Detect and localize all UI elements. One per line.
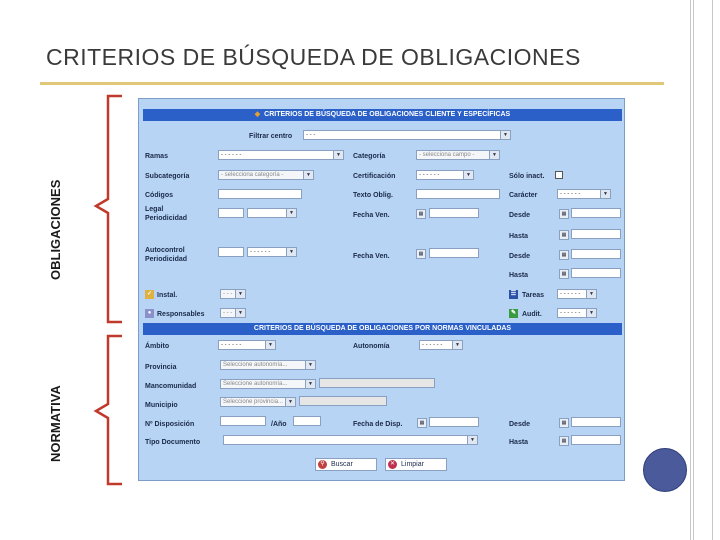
frame-line-left-outer: [690, 0, 691, 540]
audit-icon: ✎: [510, 310, 517, 316]
no-disposicion-label: Nº Disposición: [145, 421, 195, 428]
chevron-down-icon: ▼: [286, 209, 296, 217]
buscar-button-label: Buscar: [331, 461, 353, 468]
caracter-label: Carácter: [509, 192, 538, 199]
ramas-select[interactable]: [218, 150, 344, 160]
chevron-down-icon: ▼: [303, 171, 313, 179]
instal-label: Instal.: [157, 292, 178, 299]
calendar-icon[interactable]: ▦: [559, 269, 569, 279]
decorative-circle: [643, 448, 687, 492]
legal-periodicidad-label: Periodicidad: [145, 215, 188, 222]
calendar-icon[interactable]: ▦: [559, 418, 569, 428]
tareas-label: Tareas: [522, 292, 545, 299]
legal-label: Legal: [145, 206, 164, 213]
mancomunidad-label: Mancomunidad: [145, 383, 197, 390]
texto-oblig-label: Texto Oblig.: [353, 192, 393, 199]
hasta-1-label: Hasta: [509, 233, 529, 240]
hasta-3-label: Hasta: [509, 439, 529, 446]
tareas-value: - - - - - -: [560, 291, 581, 297]
frame-line-right: [712, 0, 713, 540]
codigos-input[interactable]: [218, 189, 302, 199]
buscar-button[interactable]: [315, 458, 377, 471]
fecha-ven-2-input[interactable]: [429, 248, 479, 258]
tipo-documento-label: Tipo Documento: [145, 439, 201, 446]
autocontrol-periodicidad-select[interactable]: [247, 247, 297, 257]
responsables-label: Responsables: [157, 311, 205, 318]
municipio-value: Seleccione provincia...: [223, 399, 284, 405]
frame-line-left-inner: [693, 0, 694, 540]
legal-periodicidad-select[interactable]: [247, 208, 297, 218]
responsables-icon: ●: [145, 309, 154, 318]
chevron-down-icon: ▼: [586, 290, 596, 298]
chevron-down-icon: ▼: [489, 151, 499, 159]
autocontrol-periodicidad-label: Periodicidad: [145, 256, 188, 263]
fecha-ven-label: Fecha Ven.: [353, 212, 390, 219]
desde-2-input[interactable]: [571, 249, 621, 259]
hasta-1-input[interactable]: [571, 229, 621, 239]
tareas-icon: ☰: [510, 291, 517, 297]
desde-1-input[interactable]: [571, 208, 621, 218]
search-criteria-icon: ◆: [254, 111, 261, 118]
ano-label: /Año: [271, 421, 287, 428]
chevron-down-icon: ▼: [286, 248, 296, 256]
instal-select[interactable]: [220, 289, 246, 299]
chevron-down-icon: ▼: [586, 309, 596, 317]
hasta-2-input[interactable]: [571, 268, 621, 278]
autocontrol-periodicidad-input[interactable]: [218, 247, 244, 257]
chevron-down-icon: ▼: [235, 290, 245, 298]
limpiar-button-label: Limpiar: [401, 461, 424, 468]
municipio-select[interactable]: [220, 397, 296, 407]
calendar-icon[interactable]: ▦: [416, 249, 426, 259]
calendar-icon[interactable]: ▦: [559, 436, 569, 446]
categoria-value: - selecciona campo -: [419, 152, 475, 158]
fecha-disp-label: Fecha de Disp.: [353, 421, 403, 428]
provincia-select[interactable]: [220, 360, 316, 370]
texto-oblig-input[interactable]: [416, 189, 500, 199]
chevron-down-icon: ▼: [305, 380, 315, 388]
fecha-ven-input[interactable]: [429, 208, 479, 218]
chevron-down-icon: ▼: [285, 398, 295, 406]
limpiar-button[interactable]: [385, 458, 447, 471]
municipio-label: Municipio: [145, 402, 178, 409]
provincia-value: Seleccione autonomía...: [223, 362, 288, 368]
chevron-down-icon: ▼: [467, 436, 477, 444]
brace-obligaciones: [80, 94, 126, 324]
provincia-label: Provincia: [145, 364, 177, 371]
filtrar-centro-value: - - -: [306, 132, 316, 138]
chevron-down-icon: ▼: [265, 341, 275, 349]
codigos-label: Códigos: [145, 192, 173, 199]
certificacion-label: Certificación: [353, 173, 396, 180]
header-obligaciones-text: CRITERIOS DE BÚSQUEDA DE OBLIGACIONES CLIENTE Y ESPECÍFICAS: [264, 111, 511, 118]
title-rule: [40, 82, 664, 85]
search-icon: ⚲: [318, 460, 327, 469]
chevron-down-icon: ▼: [333, 151, 343, 159]
clear-icon: ✕: [389, 461, 396, 467]
chevron-down-icon: ▼: [500, 131, 510, 139]
desde-3-input[interactable]: [571, 417, 621, 427]
chevron-down-icon: ▼: [463, 171, 473, 179]
mancomunidad-text-input[interactable]: [319, 378, 435, 388]
header-normativa: [143, 323, 622, 335]
categoria-label: Categoría: [353, 153, 386, 160]
installation-icon: ✓: [146, 291, 153, 297]
normativa-label: NORMATIVA: [48, 385, 63, 462]
header-obligaciones: [143, 109, 622, 121]
desde-3-label: Desde: [509, 421, 531, 428]
subcategoria-select[interactable]: [218, 170, 314, 180]
ambito-select[interactable]: [218, 340, 276, 350]
no-disposicion-input[interactable]: [220, 416, 266, 426]
audit-select[interactable]: [557, 308, 597, 318]
tipo-documento-select[interactable]: [223, 435, 478, 445]
ramas-value: - - - - - -: [221, 152, 242, 158]
fecha-disp-input[interactable]: [429, 417, 479, 427]
search-form: [138, 98, 625, 481]
categoria-select[interactable]: [416, 150, 500, 160]
desde-2-label: Desde: [509, 253, 531, 260]
certificacion-value: - - - - - -: [419, 172, 440, 178]
autonomia-label: Autonomía: [353, 343, 390, 350]
calendar-icon[interactable]: ▦: [416, 209, 426, 219]
calendar-icon[interactable]: ▦: [559, 209, 569, 219]
filtrar-centro-label: Filtrar centro: [249, 133, 293, 140]
chevron-down-icon: ▼: [305, 361, 315, 369]
hasta-2-label: Hasta: [509, 272, 529, 279]
mancomunidad-select[interactable]: [220, 379, 316, 389]
obligaciones-label: OBLIGACIONES: [48, 179, 63, 280]
subcategoria-value: - selecciona categoría -: [221, 172, 284, 178]
autocontrol-label: Autocontrol: [145, 247, 185, 254]
instal-value: - - -: [223, 291, 233, 297]
fecha-ven-2-label: Fecha Ven.: [353, 253, 390, 260]
ramas-label: Ramas: [145, 153, 168, 160]
mancomunidad-value: Seleccione autonomía...: [223, 381, 288, 387]
responsables-value: - - -: [223, 310, 233, 316]
caracter-select[interactable]: [557, 189, 611, 199]
tareas-select[interactable]: [557, 289, 597, 299]
legal-periodicidad-input[interactable]: [218, 208, 244, 218]
chevron-down-icon: ▼: [600, 190, 610, 198]
autonomia-value: - - - - - -: [422, 342, 443, 348]
calendar-icon[interactable]: ▦: [559, 250, 569, 260]
ambito-label: Ámbito: [145, 343, 170, 350]
autonomia-select[interactable]: [419, 340, 463, 350]
calendar-icon[interactable]: ▦: [559, 230, 569, 240]
chevron-down-icon: ▼: [452, 341, 462, 349]
chevron-down-icon: ▼: [235, 309, 245, 317]
ambito-value: - - - - - -: [221, 342, 242, 348]
header-normativa-text: CRITERIOS DE BÚSQUEDA DE OBLIGACIONES POR NORMAS VINCULADAS: [253, 325, 512, 332]
solo-inact-checkbox[interactable]: [555, 171, 563, 179]
autocontrol-periodicidad-value: - - - - - -: [250, 249, 271, 255]
audit-label: Audit.: [522, 311, 542, 318]
audit-value: - - - - - -: [560, 310, 581, 316]
calendar-icon[interactable]: ▦: [417, 418, 427, 428]
caracter-value: - - - - - -: [560, 191, 581, 197]
municipio-text-input[interactable]: [299, 396, 387, 406]
responsables-select[interactable]: [220, 308, 246, 318]
solo-inact-label: Sólo inact.: [509, 173, 545, 180]
subcategoria-label: Subcategoría: [145, 173, 190, 180]
certificacion-select[interactable]: [416, 170, 474, 180]
filtrar-centro-select[interactable]: [303, 130, 511, 140]
desde-1-label: Desde: [509, 212, 531, 219]
brace-normativa: [80, 334, 126, 486]
hasta-3-input[interactable]: [571, 435, 621, 445]
ano-input[interactable]: [293, 416, 321, 426]
slide-title: CRITERIOS DE BÚSQUEDA DE OBLIGACIONES: [46, 44, 581, 70]
